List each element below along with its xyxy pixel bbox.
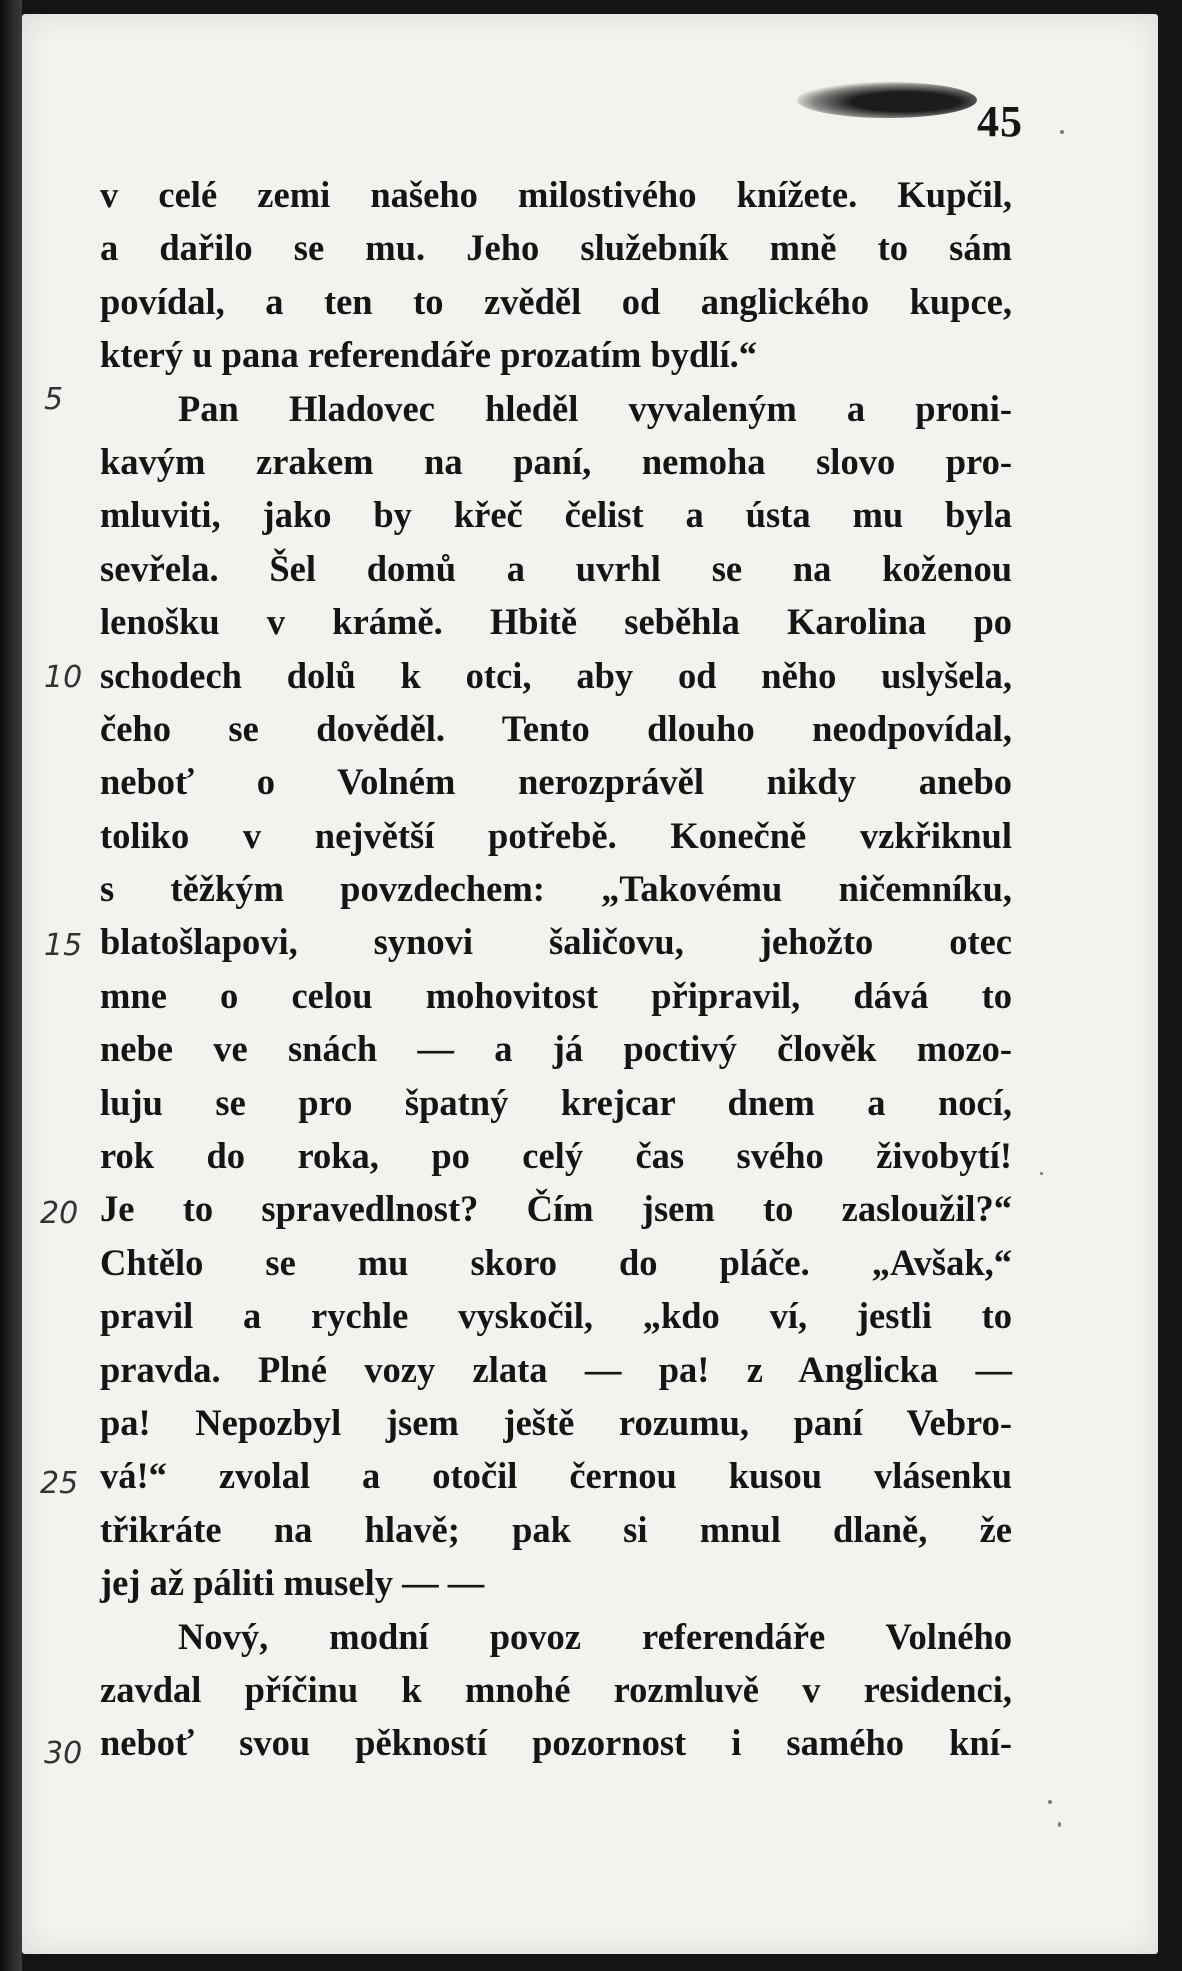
margin-number-15: 15 [44, 928, 83, 963]
text-line-7: mluviti, jako by křeč čelist a ústa mu byla [100, 494, 1012, 536]
text-line-19: rok do roka, po celý čas svého živobytí! [100, 1135, 1012, 1177]
text-line-5: Pan Hladovec hleděl vyvaleným a proni- [178, 387, 1012, 429]
margin-number-10: 10 [44, 660, 83, 695]
text-line-2: a dařilo se mu. Jeho služebník mně to sám [100, 227, 1012, 269]
text-line-18: luju se pro špatný krejcar dnem a nocí, [100, 1081, 1012, 1123]
text-line-29: zavdal příčinu k mnohé rozmluvě v residenci, [100, 1668, 1012, 1710]
text-line-3: povídal, a ten to zvěděl od anglického kupce, [100, 280, 1012, 322]
text-line-24: pa! Nepozbyl jsem ještě rozumu, paní Vebro- [100, 1401, 1012, 1443]
scan-speck [1060, 130, 1064, 134]
scan-speck [1058, 1822, 1061, 1827]
text-line-20: Je to spravedlnost? Čím jsem to zasloužil?“ [100, 1188, 1012, 1230]
text-line-22: pravil a rychle vyskočil, „kdo ví, jestli to [100, 1295, 1012, 1337]
text-line-12: neboť o Volném nerozprávěl nikdy anebo [100, 761, 1012, 803]
text-line-16: mne o celou mohovitost připravil, dává to [100, 974, 1012, 1016]
margin-number-20: 20 [40, 1196, 79, 1231]
margin-number-25: 25 [40, 1466, 79, 1501]
text-line-21: Chtělo se mu skoro do pláče. „Avšak,“ [100, 1241, 1012, 1283]
text-line-23: pravda. Plné vozy zlata — pa! z Anglicka — [100, 1348, 1012, 1390]
margin-number-5: 5 [44, 382, 64, 417]
text-line-8: sevřela. Šel domů a uvrhl se na koženou [100, 547, 1012, 589]
scan-speck [1048, 1800, 1052, 1804]
text-line-15: blatošlapovi, synovi šaličovu, jehožto otec [100, 921, 1012, 963]
text-line-27: jej až páliti musely — — [100, 1562, 485, 1604]
text-line-10: schodech dolů k otci, aby od něho uslyšela, [100, 654, 1012, 696]
margin-number-30: 30 [44, 1736, 83, 1771]
text-line-9: lenošku v krámě. Hbitě seběhla Karolina po [100, 601, 1012, 643]
text-line-25: vá!“ zvolal a otočil černou kusou vlásenku [100, 1455, 1012, 1497]
text-line-13: toliko v největší potřebě. Konečně vzkřiknul [100, 814, 1012, 856]
ink-smudge [797, 82, 977, 118]
text-line-6: kavým zrakem na paní, nemoha slovo pro- [100, 440, 1012, 482]
text-line-17: nebe ve snách — a já poctivý člověk mozo- [100, 1028, 1012, 1070]
text-line-26: třikráte na hlavě; pak si mnul dlaně, že [100, 1508, 1012, 1550]
book-spine-edge [0, 0, 22, 1971]
scan-speck [1040, 1172, 1043, 1175]
text-line-14: s těžkým povzdechem: „Takovému ničemníku, [100, 868, 1012, 910]
text-line-4: který u pana referendáře prozatím bydlí.“ [100, 334, 757, 376]
page-text [100, 168, 1012, 1770]
text-line-1: v celé zemi našeho milostivého knížete. Kupčil, [100, 174, 1012, 215]
page-number: 45 [977, 97, 1023, 146]
text-line-11: čeho se dověděl. Tento dlouho neodpovídal, [100, 707, 1012, 749]
text-line-28: Nový, modní povoz referendáře Volného [178, 1615, 1012, 1657]
text-line-30: neboť svou pěkností pozornost i samého kní- [100, 1722, 1012, 1764]
